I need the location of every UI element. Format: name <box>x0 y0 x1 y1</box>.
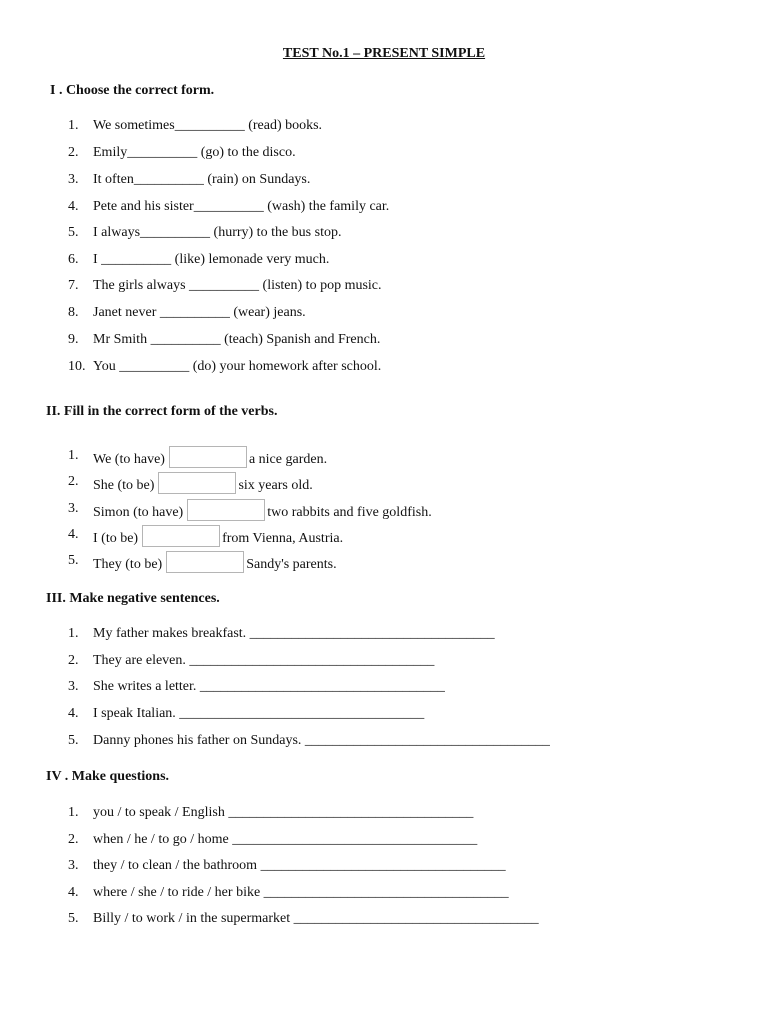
exercise-item <box>0 197 768 217</box>
item-number: 1. <box>68 118 79 133</box>
item-number: 1. <box>68 448 79 463</box>
item-text: when / he / to go / home ___________________________________ <box>93 832 478 847</box>
answer-box[interactable] <box>142 525 220 547</box>
item-text <box>93 551 337 575</box>
answer-box[interactable] <box>169 446 247 468</box>
item-number: 4. <box>68 706 79 721</box>
item-text: They are eleven. ___________________________________ <box>93 653 435 668</box>
item-text: Pete and his sister__________ (wash) the family car. <box>93 199 390 214</box>
exercise-item <box>0 624 768 644</box>
page-title: TEST No.1 – PRESENT SIMPLE <box>282 46 486 61</box>
item-suffix: Sandy's parents. <box>246 557 337 572</box>
exercise-item <box>0 830 768 850</box>
exercise-item <box>0 472 768 496</box>
item-text: I always__________ (hurry) to the bus stop. <box>93 225 342 240</box>
item-prefix: I (to be) <box>93 531 139 546</box>
item-number: 10. <box>68 359 86 374</box>
item-number: 2. <box>68 653 79 668</box>
exercise-item <box>0 446 768 470</box>
item-number: 4. <box>68 885 79 900</box>
item-text: It often__________ (rain) on Sundays. <box>93 172 311 187</box>
exercise-item <box>0 116 768 136</box>
item-prefix: We (to have) <box>93 452 165 467</box>
item-number: 3. <box>68 501 79 516</box>
exercise-item <box>0 330 768 350</box>
exercise-item <box>0 143 768 163</box>
item-text: She writes a letter. ___________________________________ <box>93 679 445 694</box>
item-text <box>93 446 327 470</box>
item-number: 3. <box>68 858 79 873</box>
answer-box[interactable] <box>166 551 244 573</box>
item-text: Janet never __________ (wear) jeans. <box>93 305 306 320</box>
item-number: 2. <box>68 832 79 847</box>
exercise-item <box>0 551 768 575</box>
item-text: I speak Italian. ___________________________________ <box>93 706 425 721</box>
item-number: 4. <box>68 199 79 214</box>
item-number: 5. <box>68 553 79 568</box>
item-text: We sometimes__________ (read) books. <box>93 118 323 133</box>
item-suffix: a nice garden. <box>248 452 328 467</box>
item-suffix: six years old. <box>238 478 313 493</box>
exercise-item <box>0 499 768 523</box>
item-text: where / she / to ride / her bike ___________________________________ <box>93 885 509 900</box>
exercise-item <box>0 677 768 697</box>
item-number: 6. <box>68 252 79 267</box>
item-text: they / to clean / the bathroom ___________________________________ <box>93 858 506 873</box>
item-number: 2. <box>68 145 79 160</box>
item-text: Billy / to work / in the supermarket ___________________________________ <box>93 911 539 926</box>
item-number: 5. <box>68 733 79 748</box>
exercise-item <box>0 909 768 929</box>
item-number: 1. <box>68 626 79 641</box>
item-number: 3. <box>68 679 79 694</box>
item-number: 2. <box>68 474 79 489</box>
item-suffix: from Vienna, Austria. <box>222 531 344 546</box>
item-text: Danny phones his father on Sundays. ___________________________________ <box>93 733 550 748</box>
exercise-item <box>0 525 768 549</box>
exercise-item <box>0 803 768 823</box>
exercise-item <box>0 856 768 876</box>
answer-box[interactable] <box>158 472 236 494</box>
exercise-item <box>0 731 768 751</box>
item-text <box>93 472 313 496</box>
item-prefix: She (to be) <box>93 478 155 493</box>
item-text: Emily__________ (go) to the disco. <box>93 145 296 160</box>
item-text <box>93 499 432 523</box>
item-prefix: Simon (to have) <box>93 505 184 520</box>
item-number: 3. <box>68 172 79 187</box>
exercise-item <box>0 223 768 243</box>
exercise-item <box>0 170 768 190</box>
item-text <box>93 525 343 549</box>
section-3-heading: III. Make negative sentences. <box>46 591 220 606</box>
item-text: I __________ (like) lemonade very much. <box>93 252 330 267</box>
item-number: 7. <box>68 278 79 293</box>
exercise-item <box>0 883 768 903</box>
exercise-item <box>0 303 768 323</box>
item-suffix: two rabbits and five goldfish. <box>267 505 432 520</box>
item-prefix: They (to be) <box>93 557 163 572</box>
item-number: 1. <box>68 805 79 820</box>
answer-box[interactable] <box>187 499 265 521</box>
item-number: 8. <box>68 305 79 320</box>
section-4-heading: IV . Make questions. <box>46 769 170 784</box>
item-text: My father makes breakfast. ___________________________________ <box>93 626 495 641</box>
exercise-item <box>0 250 768 270</box>
item-number: 9. <box>68 332 79 347</box>
exercise-item <box>0 276 768 296</box>
item-text: The girls always __________ (listen) to pop music. <box>93 278 382 293</box>
section-2-heading: II. Fill in the correct form of the verbs. <box>46 404 278 419</box>
section-1-heading: I . Choose the correct form. <box>50 83 215 98</box>
item-text: you / to speak / English ___________________________________ <box>93 805 474 820</box>
exercise-item <box>0 704 768 724</box>
exercise-item <box>0 651 768 671</box>
item-number: 5. <box>68 225 79 240</box>
item-text: Mr Smith __________ (teach) Spanish and French. <box>93 332 381 347</box>
item-number: 4. <box>68 527 79 542</box>
item-text: You __________ (do) your homework after school. <box>93 359 382 374</box>
exercise-item <box>0 357 768 377</box>
item-number: 5. <box>68 911 79 926</box>
